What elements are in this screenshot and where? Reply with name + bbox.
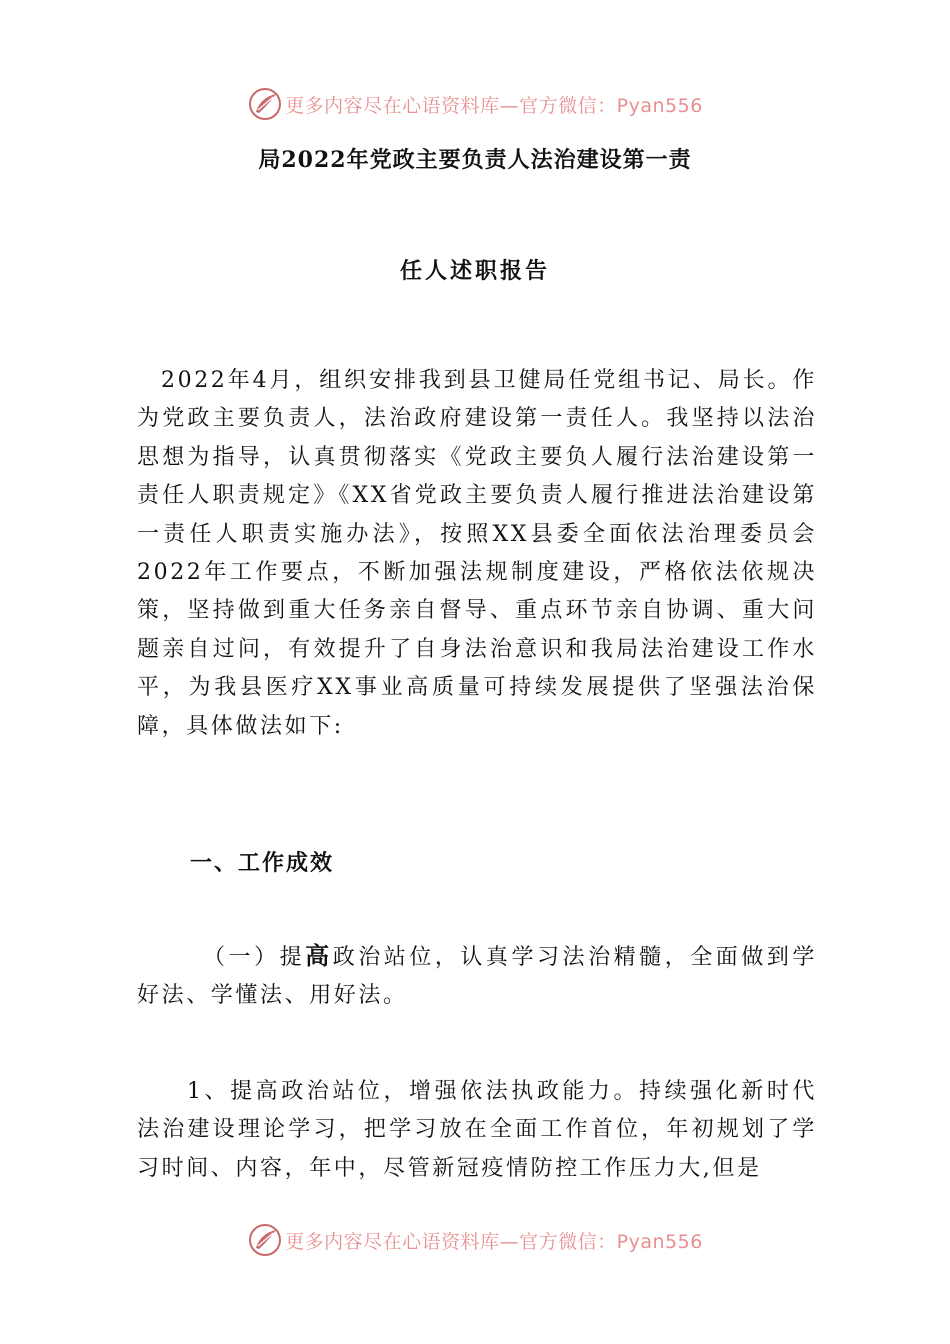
subsection-emphasis: 高	[305, 941, 333, 970]
section-heading: 一、工作成效	[190, 850, 335, 876]
subsection-rest: 政治站位，认真学习法治精髓，全面做到学好法、学懂法、用好法。	[137, 945, 817, 1009]
intro-paragraph: 2022年4月，组织安排我到县卫健局任党组书记、局长。作为党政主要负责人，法治政府建设第一责任人。我坚持以法治思想为指导，认真贯彻落实《党政主要负人履行法治建设第一责任人职责规定》《XX省党政主要负责人履行推进法治建设第一责任人职责实施办法》，按照XX县委全面依法治理委员会2022年工作要点，不断加强法规制度建设，严格依法依规决策，坚持做到重大任务亲自督导、重点环节亲自协调、重大问题亲自过问，有效提升了自身法治意识和我局法治建设工作水平，为我县医疗XX事业高质量可持续发展提供了坚强法治保障，具体做法如下:	[137, 368, 817, 739]
watermark-header	[0, 82, 950, 126]
watermark-footer	[0, 1218, 950, 1262]
watermark-text: 更多内容尽在心语资料库—官方微信：Pyan556	[285, 1230, 703, 1253]
logo-icon	[247, 86, 283, 122]
logo-icon	[247, 1222, 283, 1258]
subsection-prefix: （一）提	[203, 945, 306, 970]
watermark-text: 更多内容尽在心语资料库—官方微信：Pyan556	[285, 94, 703, 117]
document-title-line-2: 任人述职报告	[399, 258, 550, 284]
subsection-heading	[137, 937, 817, 1016]
item-paragraph: 1、提高政治站位，增强依法执政能力。持续强化新时代法治建设理论学习，把学习放在全面工作首位，年初规划了学习时间、内容，年中，尽管新冠疫情防控工作压力大,但是	[137, 1079, 817, 1181]
document-title-line-1: 局2022年党政主要负责人法治建设第一责	[258, 147, 692, 173]
